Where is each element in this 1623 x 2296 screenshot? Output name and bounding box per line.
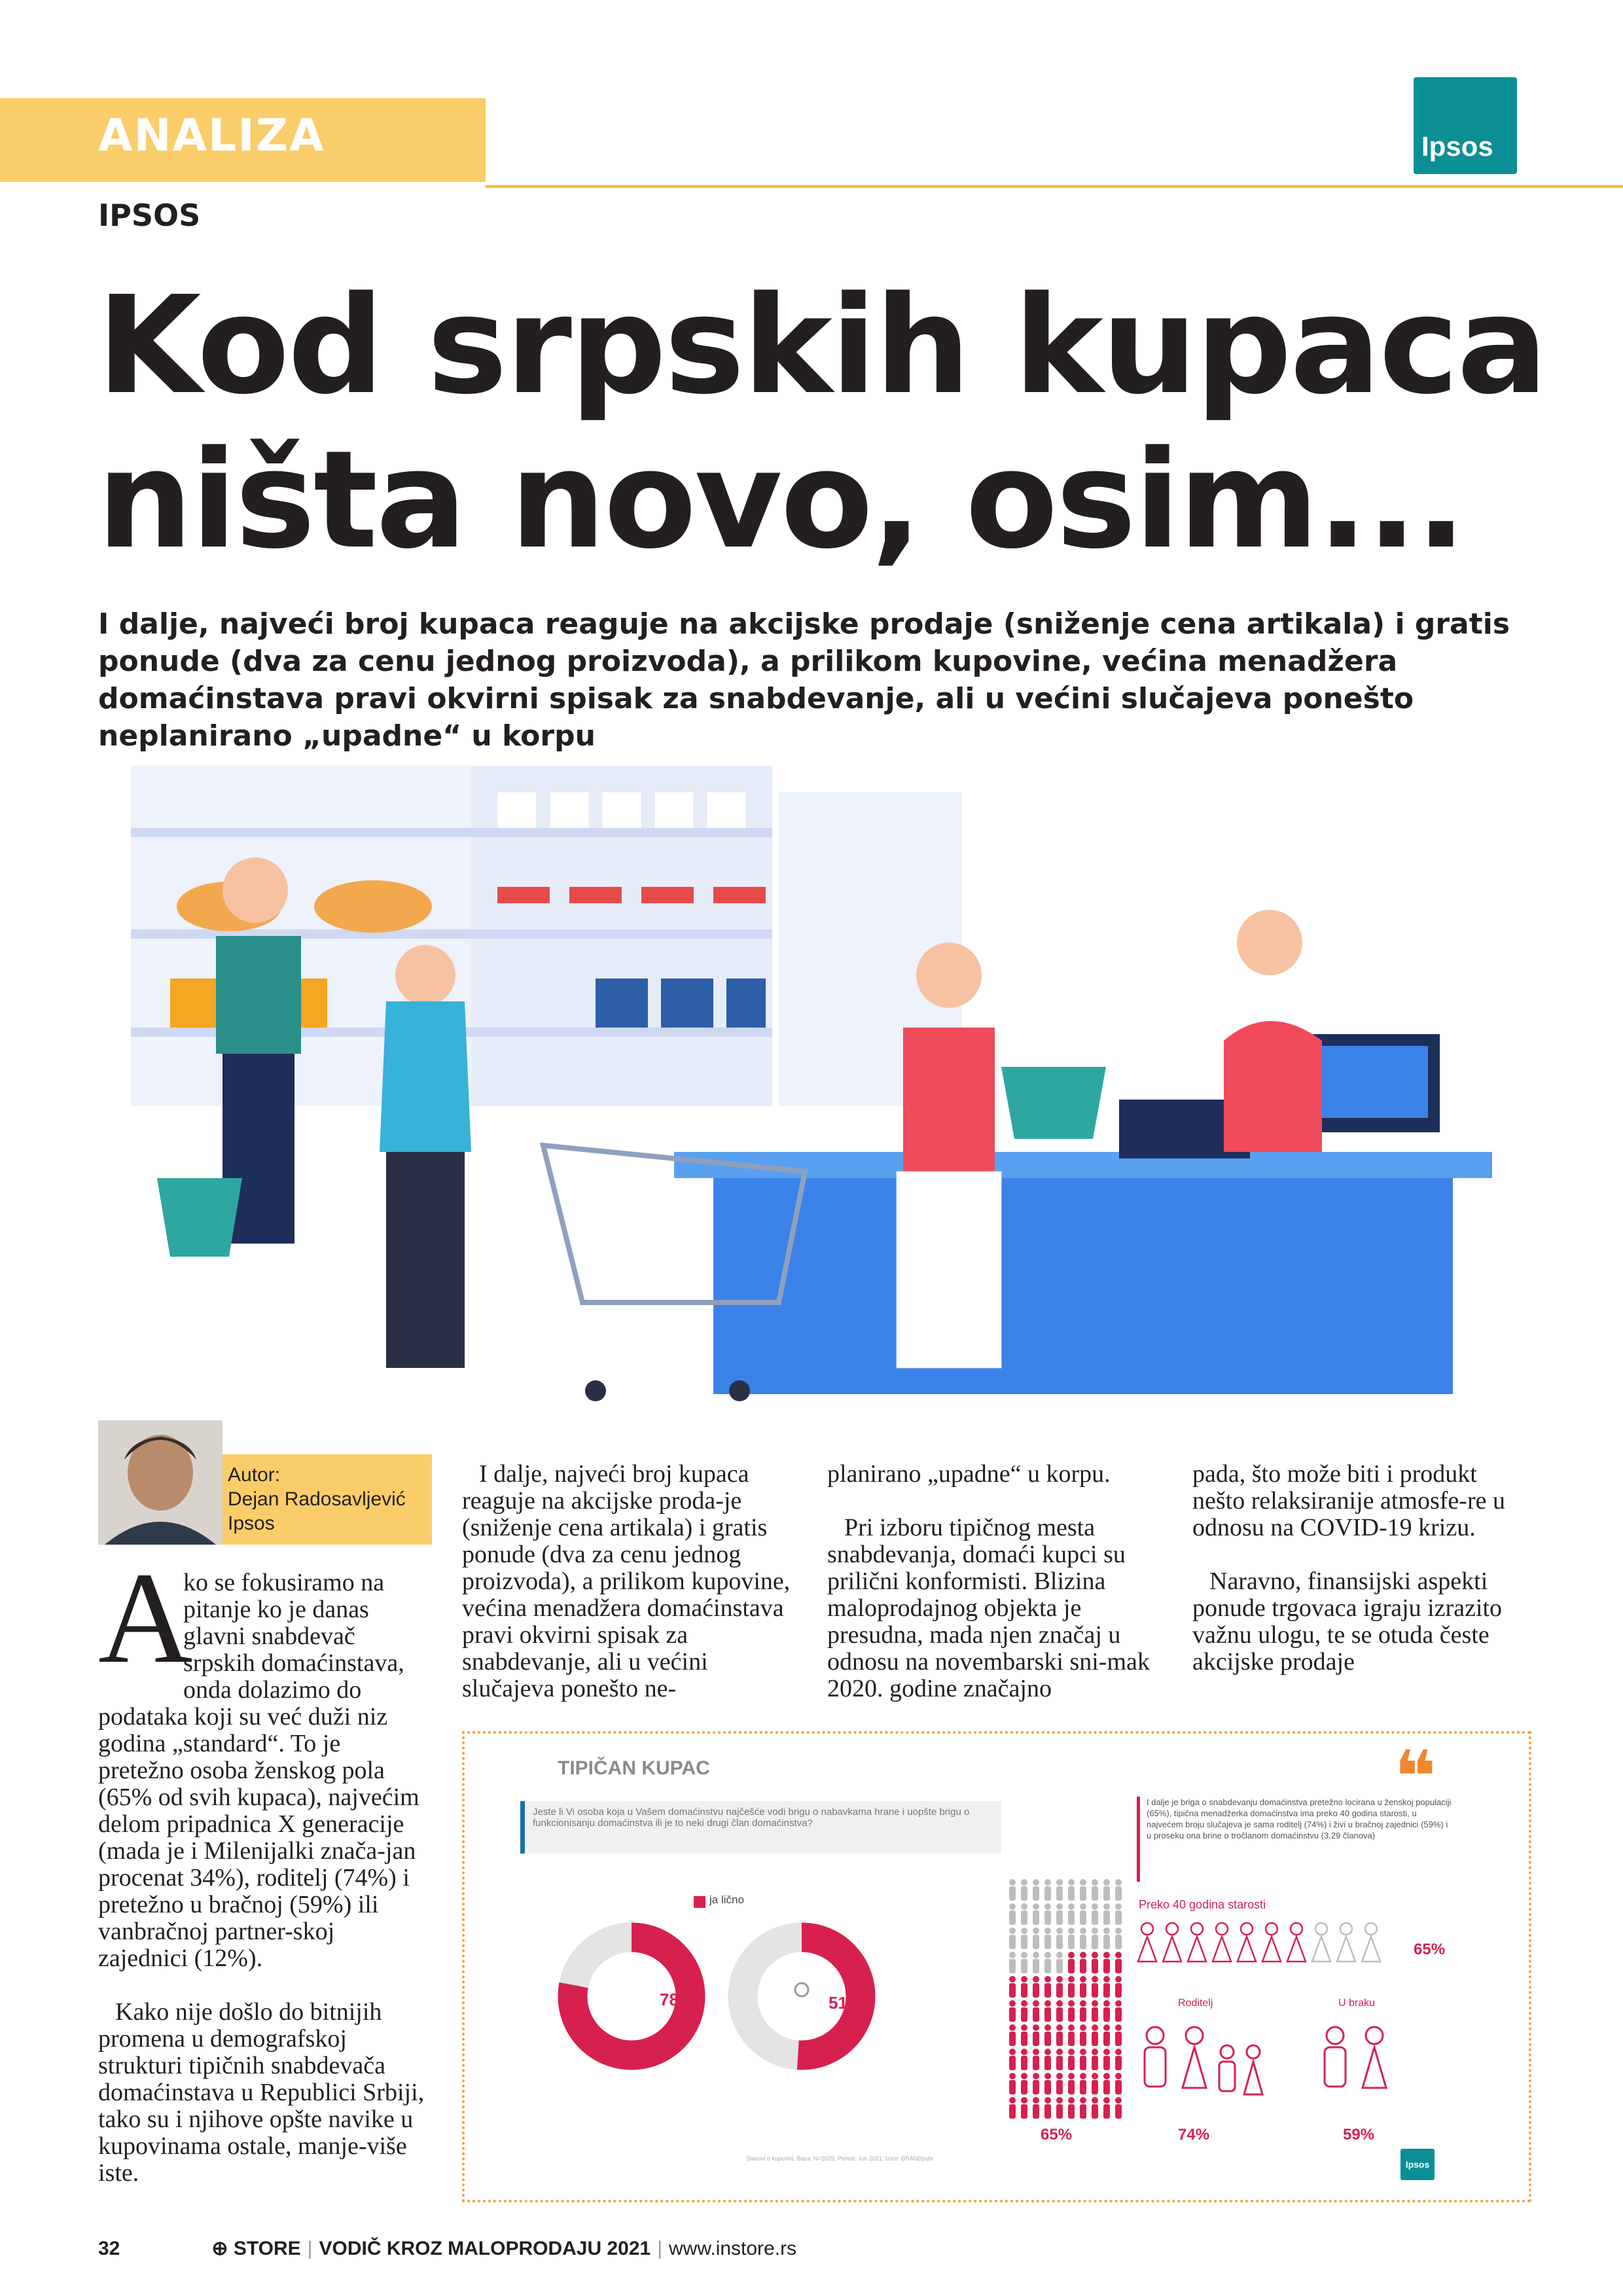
person-icon bbox=[1092, 1928, 1098, 1949]
person-icon bbox=[1044, 1928, 1051, 1949]
person-icon bbox=[1044, 2000, 1051, 2022]
person-icon bbox=[1021, 2097, 1027, 2119]
quote-rule bbox=[1137, 1797, 1140, 1882]
person-icon bbox=[1068, 2073, 1075, 2094]
person-icon bbox=[1033, 1903, 1039, 1925]
person-icon bbox=[1068, 1952, 1075, 1973]
person-icon bbox=[1103, 1952, 1110, 1973]
col1-paragraph-1: ko se fokusiramo na pitanje ko je danas glavni snabdevač srpskih domaćinstava, onda dolazimo do podataka koji su već duži niz godina „standard“. To je pretežno osoba ženskog pola (65% od svih kupaca), najvećim delom pripadnica X generacije (mada je i Milenijalki znača-jan procenat 34%), roditelj (74%) i pretežno u bračnoj (59%) ili vanbračnoj partner-skoj zajednici (12%). bbox=[98, 1569, 419, 1972]
author-label: Autor: bbox=[228, 1464, 281, 1486]
person-icon bbox=[1044, 2024, 1051, 2046]
person-icon bbox=[1080, 2024, 1086, 2046]
married-label: U braku bbox=[1338, 1998, 1376, 2009]
person-icon bbox=[1115, 1879, 1122, 1901]
over40-label: Preko 40 godina starosti bbox=[1139, 1898, 1266, 1911]
person-icon bbox=[1115, 2000, 1122, 2022]
person-icon bbox=[1021, 2000, 1027, 2022]
pct-parent: 74% bbox=[1178, 2126, 1210, 2144]
person-icon bbox=[1044, 2073, 1051, 2094]
infographic-ipsos-logo: Ipsos bbox=[1400, 2149, 1435, 2180]
woman-icon bbox=[1138, 1923, 1156, 1962]
infographic-title: TIPIČAN KUPAC bbox=[558, 1757, 710, 1779]
person-icon bbox=[1044, 1903, 1051, 1925]
person-icon bbox=[1115, 1976, 1122, 1998]
legend-swatch bbox=[694, 1896, 705, 1908]
person-icon bbox=[1033, 2000, 1039, 2022]
woman-icon bbox=[1238, 1923, 1256, 1962]
family-icons bbox=[1135, 2022, 1423, 2121]
male-icon bbox=[795, 1983, 808, 1996]
person-icon bbox=[1033, 2073, 1039, 2094]
person-icon bbox=[1103, 1976, 1110, 1998]
person-icon bbox=[1103, 2000, 1110, 2022]
person-icon bbox=[1080, 1928, 1086, 1949]
author-org: Ipsos bbox=[228, 1513, 275, 1534]
person-icon bbox=[1068, 2049, 1075, 2070]
infographic-quote: I dalje je briga o snabdevanju domaćinstva pretežno locirana u ženskoj populaciji (65%), tipična menadžerka domaćinstva ima preko 40 godina starosti, u najvećem broju slučajeva je sama roditelj (74%) i živi u bračnoj zajednici (59%) i u proseku ona brine o tročlanom domaćinstvu (3.29 članova) bbox=[1147, 1797, 1452, 1840]
person-icon bbox=[1080, 2097, 1086, 2119]
person-icon bbox=[1056, 2073, 1063, 2094]
person-icon bbox=[1021, 1903, 1027, 1925]
woman-icon bbox=[1262, 1923, 1281, 1962]
drop-cap: A bbox=[98, 1546, 193, 1691]
donut-female-label: 78% bbox=[660, 1990, 694, 2009]
headline bbox=[97, 268, 1569, 577]
person-icon bbox=[1009, 1952, 1016, 1973]
person-icon bbox=[1092, 2097, 1098, 2119]
person-icon bbox=[1103, 2073, 1110, 2094]
person-icon bbox=[1021, 2073, 1027, 2094]
person-icon bbox=[1092, 1976, 1098, 1998]
person-icon bbox=[1033, 2097, 1039, 2119]
person-icon bbox=[1009, 1928, 1016, 1949]
person-icon bbox=[1068, 2000, 1075, 2022]
person-icon bbox=[1033, 1976, 1039, 1998]
person-icon bbox=[1021, 1952, 1027, 1973]
quote-mark-icon: ❝ bbox=[1394, 1735, 1436, 1819]
magazine-name: STORE bbox=[233, 2238, 301, 2259]
pct-women: 65% bbox=[1041, 2126, 1073, 2144]
person-icon bbox=[1033, 1952, 1039, 1973]
person-icon bbox=[1056, 2000, 1063, 2022]
woman-icon bbox=[1362, 1923, 1380, 1962]
person-icon bbox=[1056, 2024, 1063, 2046]
person-icon bbox=[1080, 1879, 1086, 1901]
person-icon bbox=[1056, 1903, 1063, 1925]
headline-line-2: ništa novo, osim... bbox=[97, 422, 1465, 579]
person-icon bbox=[1115, 1952, 1122, 1973]
pct-married: 59% bbox=[1343, 2126, 1375, 2144]
person-icon bbox=[1033, 1879, 1039, 1901]
people-grid bbox=[1007, 1878, 1124, 2121]
supermarket-illustration bbox=[98, 753, 1525, 1440]
person-icon bbox=[1080, 2073, 1086, 2094]
person-icon bbox=[1115, 2049, 1122, 2070]
person-icon bbox=[1068, 1903, 1075, 1925]
over40-people-row bbox=[1135, 1921, 1391, 1973]
person-icon bbox=[1080, 1952, 1086, 1973]
person-icon bbox=[1068, 1976, 1075, 1998]
person-icon bbox=[1021, 1879, 1027, 1901]
guide-title: VODIČ KROZ MALOPRODAJU 2021 bbox=[319, 2238, 651, 2259]
woman-icon bbox=[1287, 1923, 1306, 1962]
parent-label: Roditelj bbox=[1178, 1998, 1213, 2009]
col3-paragraph-1: planirano „upadne“ u korpu. bbox=[827, 1460, 1111, 1488]
col1-paragraph-2: Kako nije došlo do bitnijih promena u demografskoj strukturi tipičnih snabdevača domaćinstava u Republici Srbiji, tako su i njihove opšte navike u kupovinama ostale, manje-više iste. bbox=[98, 1998, 425, 2187]
person-icon bbox=[1056, 2049, 1063, 2070]
person-icon bbox=[1044, 2049, 1051, 2070]
woman-icon bbox=[1337, 1923, 1355, 1962]
author-name: Dejan Radosavljević bbox=[228, 1488, 406, 1510]
person-icon bbox=[1080, 2049, 1086, 2070]
person-icon bbox=[1068, 2024, 1075, 2046]
col2-paragraph-1: I dalje, najveći broj kupaca reaguje na akcijske proda-je (sniženje cena artikala) i gratis ponude (dva za cenu jednog proizvoda), a prilikom kupovine, većina menadžera domaćinstava pravi okvirni spisak za snabdevanje, ali u većini slučajeva ponešto ne- bbox=[462, 1460, 791, 1702]
person-icon bbox=[1009, 2049, 1016, 2070]
person-icon bbox=[1068, 2097, 1075, 2119]
donut-male-label: 51% bbox=[829, 1993, 863, 2013]
person-icon bbox=[1021, 2049, 1027, 2070]
person-icon bbox=[1044, 1952, 1051, 1973]
kicker: IPSOS bbox=[98, 198, 201, 233]
section-label: ANALIZA bbox=[98, 110, 325, 162]
person-icon bbox=[1056, 1928, 1063, 1949]
person-icon bbox=[1056, 2097, 1063, 2119]
person-icon bbox=[1092, 2073, 1098, 2094]
person-icon bbox=[1009, 1976, 1016, 1998]
author-photo bbox=[98, 1420, 223, 1545]
female-icon bbox=[625, 1983, 638, 1996]
person-icon bbox=[1044, 2097, 1051, 2119]
person-icon bbox=[1103, 2097, 1110, 2119]
body-column-3 bbox=[827, 1461, 1165, 1729]
person-icon bbox=[1056, 1879, 1063, 1901]
person-icon bbox=[1009, 2000, 1016, 2022]
person-icon bbox=[1115, 1928, 1122, 1949]
person-icon bbox=[1080, 1976, 1086, 1998]
store-logo-icon: ⊕ bbox=[211, 2238, 234, 2259]
person-icon bbox=[1033, 1928, 1039, 1949]
headline-line-1: Kod srpskih kupaca bbox=[97, 267, 1546, 424]
person-icon bbox=[1044, 1879, 1051, 1901]
person-icon bbox=[1115, 2073, 1122, 2094]
body-column-2 bbox=[462, 1461, 800, 1729]
woman-icon bbox=[1188, 1923, 1206, 1962]
person-icon bbox=[1115, 2097, 1122, 2119]
person-icon bbox=[1092, 1879, 1098, 1901]
col4-paragraph-2: Naravno, finansijski aspekti ponude trgovaca igraju izrazito važnu ulogu, te se otuda česte akcijske prodaje bbox=[1192, 1568, 1503, 1676]
person-icon bbox=[1033, 2049, 1039, 2070]
header-rule bbox=[486, 185, 1623, 188]
person-icon bbox=[1115, 2024, 1122, 2046]
page-number: 32 bbox=[98, 2238, 120, 2259]
person-icon bbox=[1044, 1976, 1051, 1998]
person-icon bbox=[1009, 1879, 1016, 1901]
person-icon bbox=[1068, 1879, 1075, 1901]
person-icon bbox=[1092, 1952, 1098, 1973]
person-icon bbox=[1103, 1928, 1110, 1949]
person-icon bbox=[1021, 1976, 1027, 1998]
person-icon bbox=[1080, 2000, 1086, 2022]
lead-paragraph: I dalje, najveći broj kupaca reaguje na akcijske prodaje (sniženje cena artikala) i gratis ponude (dva za cenu jednog proizvoda), a prilikom kupovine, većina menadžera domaćinstava pravi okvirni spisak za snabdevanje, ali u većini slučajeva ponešto neplanirano „upadne“ u korpu bbox=[98, 607, 1510, 753]
col4-paragraph-1: pada, što može biti i produkt nešto relaksiranije atmosfe-re u odnosu na COVID-19 krizu. bbox=[1192, 1460, 1505, 1541]
ipsos-logo-text: Ipsos bbox=[1421, 131, 1493, 162]
woman-icon bbox=[1213, 1923, 1231, 1962]
person-icon bbox=[1103, 2024, 1110, 2046]
person-icon bbox=[1092, 2000, 1098, 2022]
infographic-source: Stavovi o kupovini, Baza: N=2025; Period: Jun 2021; Izvor: BRANDpuls bbox=[746, 2155, 933, 2162]
woman-icon bbox=[1312, 1923, 1330, 1962]
person-icon bbox=[1009, 1903, 1016, 1925]
col3-paragraph-2: Pri izboru tipičnog mesta snabdevanja, domaći kupci su prilični konformisti. Blizina maloprodajnog objekta je presudna, mada njen značaj u odnosu na novembarski sni-mak 2020. godine značajno bbox=[827, 1514, 1150, 1702]
body-column-4 bbox=[1192, 1461, 1526, 1702]
page-footer: 32 ⊕ STORE | VODIČ KROZ MALOPRODAJU 2021 | www.instore.rs bbox=[98, 2238, 797, 2259]
infographic-question: Jeste li Vi osoba koja u Vašem domaćinstvu najčešće vodi brigu o nabavkama hrane i uopšte brigu o funkcionisanju domaćinstva ili je to neki drugi član domaćinstva? bbox=[520, 1801, 1001, 1854]
person-icon bbox=[1103, 1903, 1110, 1925]
person-icon bbox=[1009, 2097, 1016, 2119]
person-icon bbox=[1092, 2049, 1098, 2070]
person-icon bbox=[1009, 2024, 1016, 2046]
person-icon bbox=[1068, 1928, 1075, 1949]
author-credit bbox=[228, 1463, 406, 1535]
website-url: www.instore.rs bbox=[669, 2238, 797, 2259]
person-icon bbox=[1092, 1903, 1098, 1925]
person-icon bbox=[1092, 2024, 1098, 2046]
person-icon bbox=[1103, 1879, 1110, 1901]
person-icon bbox=[1056, 1952, 1063, 1973]
person-icon bbox=[1033, 2024, 1039, 2046]
person-icon bbox=[1080, 1903, 1086, 1925]
person-icon bbox=[1115, 1903, 1122, 1925]
person-icon bbox=[1021, 1928, 1027, 1949]
body-column-1 bbox=[98, 1570, 425, 2214]
legend-label: ja lično bbox=[709, 1893, 744, 1906]
person-icon bbox=[1103, 2049, 1110, 2070]
person-icon bbox=[1009, 2073, 1016, 2094]
over40-pct: 65% bbox=[1414, 1941, 1446, 1958]
person-icon bbox=[1056, 1976, 1063, 1998]
person-icon bbox=[1021, 2024, 1027, 2046]
woman-icon bbox=[1163, 1923, 1181, 1962]
